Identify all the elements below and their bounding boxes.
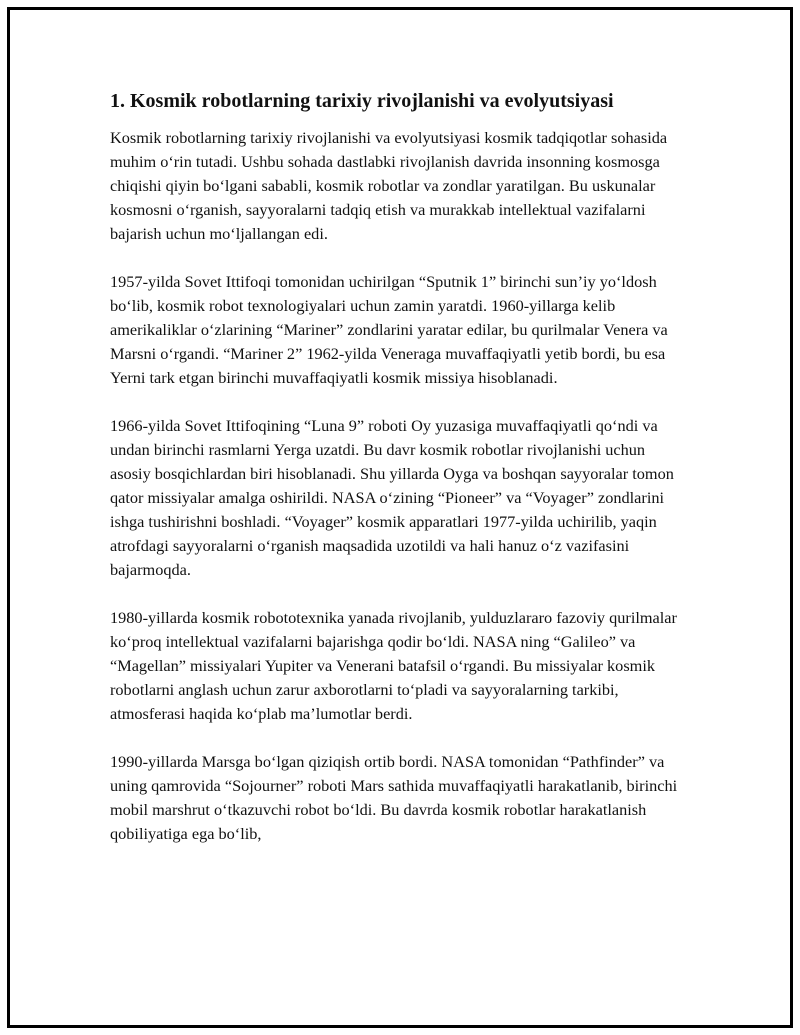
paragraph-intro: Kosmik robotlarning tarixiy rivojlanishi va evolyutsiyasi kosmik tadqiqotlar sohasida muhim o‘rin tutadi. Ushbu sohada dastlabki rivojlanish davrida insonning kosmosga chiqishi qiyin bo‘lgani sababli, kosmik robotlar va zondlar yaratilgan. Bu uskunalar kosmosni o‘rganish, sayyoralarni tadqiq etish va murakkab intellektual vazifalarni bajarish uchun mo‘ljallangan edi. [110, 128, 668, 243]
paragraph-1957: 1957-yilda Sovet Ittifoqi tomonidan uchirilgan “Sputnik 1” birinchi sun’iy yo‘ldosh bo‘lib, kosmik robot texnologiyalari uchun zamin yaratdi. 1960-yillarga kelib amerikaliklar o‘zlarining “Mariner” zondlarini yaratar edilar, bu qurilmalar Venera va Marsni o‘rgandi. “Mariner 2” 1962-yilda Veneraga muvaffaqiyatli yetib bordi, bu esa Yerni tark etgan birinchi muvaffaqiyatli kosmik missiya hisoblanadi. [110, 272, 668, 387]
paragraph-1966: 1966-yilda Sovet Ittifoqining “Luna 9” roboti Oy yuzasiga muvaffaqiyatli qo‘ndi va undan birinchi rasmlarni Yerga uzatdi. Bu davr kosmik robotlar rivojlanishi uchun asosiy bosqichlardan biri hisoblanadi. Shu yillarda Oyga va boshqan sayyoralar tomon qator missiyalar amalga oshirildi. NASA o‘zining “Pioneer” va “Voyager” zondlarini ishga tushirishni boshladi. “Voyager” kosmik apparatlari 1977-yilda uchirilib, yaqin atrofdagi sayyoralarni o‘rganish maqsadida uzotildi va hali hanuz o‘z vazifasini bajarmoqda. [110, 416, 674, 579]
paragraph-1980s: 1980-yillarda kosmik robototexnika yanada rivojlanib, yulduzlararo fazoviy qurilmalar ko‘proq intellektual vazifalarni bajarishga qodir bo‘ldi. NASA ning “Galileo” va “Magellan” missiyalari Yupiter va Venerani batafsil o‘rgandi. Bu missiyalar kosmik robotlarni anglash uchun zarur axborotlarni to‘pladi va sayyoralarning tarkibi, atmosferasi haqida ko‘plab ma’lumotlar berdi. [110, 608, 677, 723]
paragraph-1990s: 1990-yillarda Marsga bo‘lgan qiziqish ortib bordi. NASA tomonidan “Pathfinder” va uning qamrovida “Sojourner” roboti Mars sathida muvaffaqiyatli harakatlanib, birinchi mobil marshrut o‘tkazuvchi robot bo‘ldi. Bu davrda kosmik robotlar harakatlanish qobiliyatiga ega bo‘lib, [110, 752, 678, 843]
document-body [110, 88, 685, 870]
section-heading: 1. Kosmik robotlarning tarixiy rivojlanishi va evolyutsiyasi [110, 90, 614, 112]
